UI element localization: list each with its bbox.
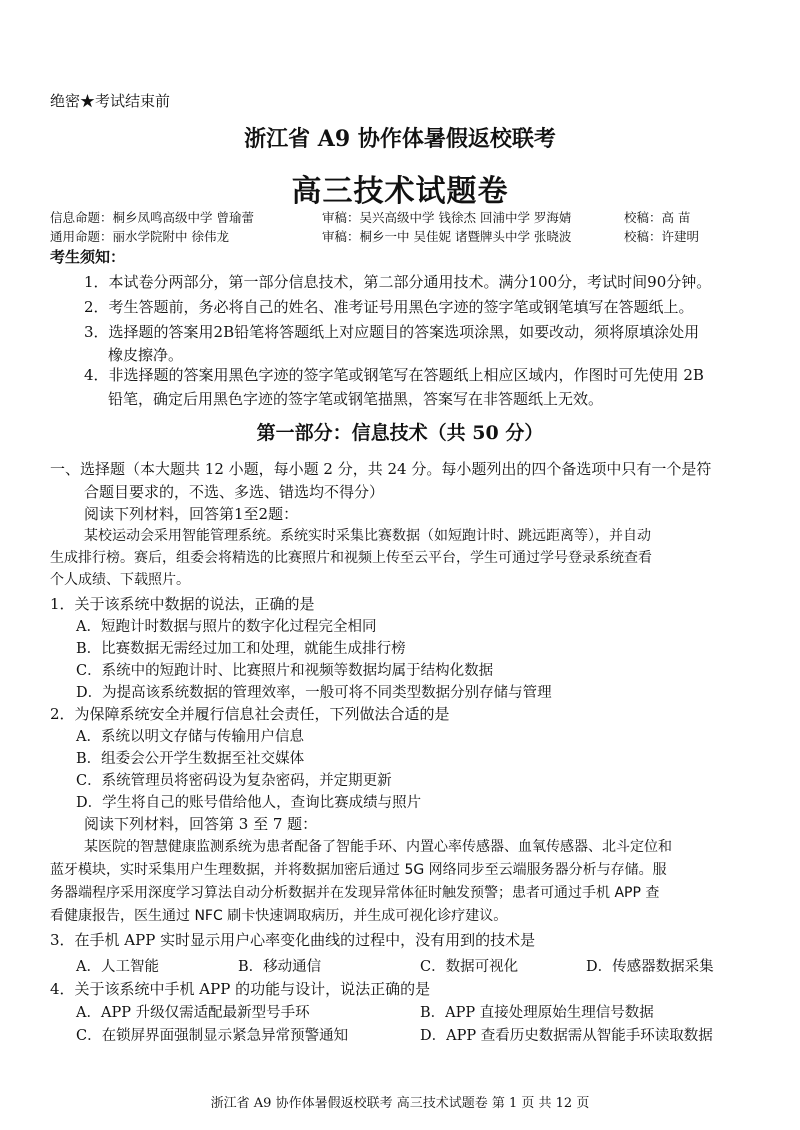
reading-instruction: 阅读下列材料，回答第1至2题：	[84, 505, 299, 523]
question-stem: 2．为保障系统安全并履行信息社会责任，下列做法合适的是	[50, 705, 450, 723]
reading-instruction: 阅读下列材料，回答第 3 至 7 题：	[84, 815, 318, 833]
answer-option: D．学生将自己的账号借给他人，查询比赛成绩与照片	[76, 795, 422, 811]
answer-option: A．APP 升级仅需适配最新型号手环	[76, 1005, 310, 1021]
answer-option: A．短跑计时数据与照片的数字化过程完全相同	[76, 619, 377, 635]
page-footer: 浙江省 A9 协作体暑假返校联考 高三技术试题卷 第 1 页 共 12 页	[210, 1096, 590, 1111]
notice-item-continued: 橡皮擦净。	[108, 346, 184, 364]
notice-item: 4．非选择题的答案用黑色字迹的签字笔或钢笔写在答题纸上相应区域内，作图时可先使用 2B	[84, 366, 704, 384]
credit-general-author: 通用命题：丽水学院附中 徐伟龙	[50, 229, 229, 244]
question-stem: 4．关于该系统中手机 APP 的功能与设计，说法正确的是	[50, 980, 431, 998]
notice-heading: 考生须知：	[50, 248, 126, 266]
part-heading: 第一部分：信息技术（共 50 分）	[256, 422, 544, 444]
material-line: 某医院的智慧健康监测系统为患者配备了智能手环、内置心率传感器、血氧传感器、北斗定位和	[84, 839, 672, 855]
credit-general-reviewer: 审稿：桐乡一中 吴佳妮 诸暨牌头中学 张晓波	[322, 229, 572, 244]
material-line: 务器端程序采用深度学习算法自动分析数据并在发现异常体征时触发预警；患者可通过手机 APP 查	[50, 885, 660, 901]
question-stem: 3．在手机 APP 实时显示用户心率变化曲线的过程中，没有用到的技术是	[50, 931, 536, 949]
question-stem: 1．关于该系统中数据的说法，正确的是	[50, 595, 315, 613]
answer-option: A．人工智能	[76, 959, 159, 975]
answer-option: D．APP 查看历史数据需从智能手环读取数据	[420, 1028, 713, 1044]
notice-item-continued: 铅笔，确定后用黑色字迹的签字笔或钢笔描黑，答案写在非答题纸上无效。	[108, 390, 604, 408]
material-line: 个人成绩、下载照片。	[50, 572, 190, 588]
answer-option: B．移动通信	[238, 959, 322, 975]
credit-general-proofreader: 校稿：许建明	[624, 229, 700, 244]
material-line: 某校运动会采用智能管理系统。系统实时采集比赛数据（如短跑计时、跳远距离等），并自动	[84, 528, 651, 544]
answer-option: D．传感器数据采集	[586, 959, 714, 975]
secret-mark: 绝密★考试结束前	[50, 92, 171, 110]
credit-info-reviewer: 审稿：吴兴高级中学 钱徐杰 回浦中学 罗海婧	[322, 210, 572, 225]
answer-option: C．数据可视化	[420, 959, 519, 975]
answer-option: B．APP 直接处理原始生理信号数据	[420, 1005, 654, 1021]
section-heading: 一、选择题（本大题共 12 小题，每小题 2 分，共 24 分。每小题列出的四个备选项中只有一个是符	[50, 460, 712, 478]
answer-option: B．组委会公开学生数据至社交媒体	[76, 751, 305, 767]
exam-subtitle: 高三技术试题卷	[291, 174, 509, 209]
answer-option: A．系统以明文存储与传输用户信息	[76, 729, 304, 745]
credit-info-author: 信息命题：桐乡凤鸣高级中学 曾瑜蕾	[50, 210, 254, 225]
notice-item: 3．选择题的答案用2B铅笔将答题纸上对应题目的答案选项涂黑，如要改动，须将原填涂处用	[84, 323, 700, 341]
section-heading-continued: 合题目要求的，不选、多选、错选均不得分）	[84, 483, 385, 501]
material-line: 蓝牙模块，实时采集用户生理数据，并将数据加密后通过 5G 网络同步至云端服务器分析与存储。服	[50, 862, 667, 878]
answer-option: C．系统管理员将密码设为复杂密码，并定期更新	[76, 773, 392, 789]
credit-info-proofreader: 校稿：高 苗	[624, 210, 691, 225]
answer-option: C．在锁屏界面强制显示紧急异常预警通知	[76, 1028, 349, 1044]
answer-option: D．为提高该系统数据的管理效率，一般可将不同类型数据分别存储与管理	[76, 685, 552, 701]
material-line: 生成排行榜。赛后，组委会将精选的比赛照片和视频上传至云平台，学生可通过学号登录系统查看	[50, 550, 652, 566]
material-line: 看健康报告，医生通过 NFC 刷卡快速调取病历，并生成可视化诊疗建议。	[50, 908, 508, 924]
answer-option: B．比赛数据无需经过加工和处理，就能生成排行榜	[76, 641, 406, 657]
notice-item: 2．考生答题前，务必将自己的姓名、准考证号用黑色字迹的签字笔或钢笔填写在答题纸上。	[84, 298, 694, 316]
exam-title: 浙江省 A9 协作体暑假返校联考	[244, 126, 556, 152]
answer-option: C．系统中的短跑计时、比赛照片和视频等数据均属于结构化数据	[76, 663, 494, 679]
notice-item: 1．本试卷分两部分，第一部分信息技术，第二部分通用技术。满分100分，考试时间90分钟。	[84, 273, 712, 291]
